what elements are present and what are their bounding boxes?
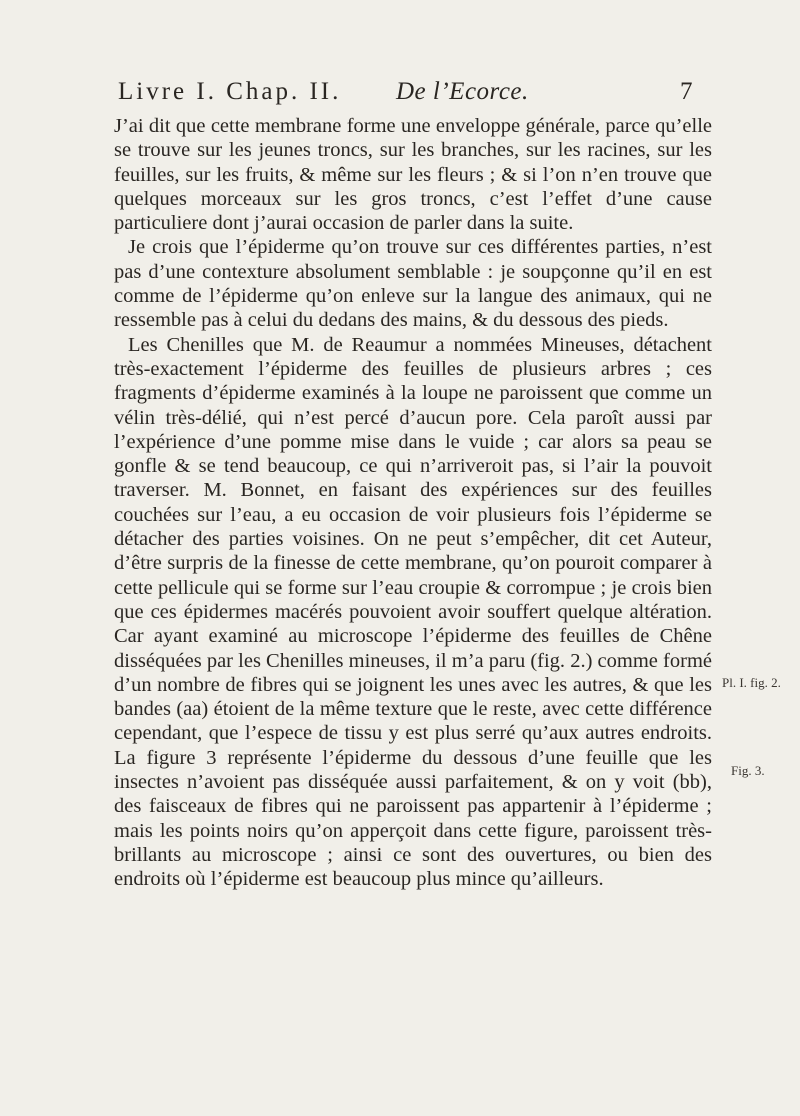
paragraph-3: Les Chenilles que M. de Reaumur a nommées Mineuses, détachent très-exactement l’épiderme des feuilles de plusieurs arbres ; ces fragments d’épiderme examinés à la loupe ne paroissent que comme un vélin très-délié, qui n’est percé d’aucun pore. Cela paroît aussi par l’expérience d’une pomme mise dans le vuide ; car alors sa peau se gonfle & se tend beaucoup, ce qui n’arriveroit pas, si l’air la pouvoit traverser. M. Bonnet, en faisant des expériences sur des feuilles couchées sur l’eau, a eu occasion de voir plusieurs fois l’épiderme se détacher des parties voisines. On ne peut s’empêcher, dit cet Auteur, d’être surpris de la finesse de cette membrane, qu’on pouroit comparer à cette pellicule qui se forme sur l’eau croupie & corrompue ; je crois bien que ces épidermes macérés pouvoient avoir souffert quelque altération. Car ayant examiné au microscope l’épiderme des feuilles de Chêne disséquées par les Chenilles mineuses, il m’a paru (fig. 2.) comme formé d’un nombre de fibres qui se joignent les unes avec les autres, & que les bandes (aa) étoient de la même texture que le reste, avec cette différence cependant, que l’espece de tissu y est plus serré qu’aux autres endroits. La figure 3 représente l’épiderme du dessous d’une feuille que les insectes n’avoient pas disséquée aussi parfaitement, & on y voit (bb), des faisceaux de fibres qui ne paroissent pas appartenir à l’épiderme ; mais les points noirs qu’on apperçoit dans cette figure, paroissent très-brillants au microscope ; ainsi ce sont des ouvertures, ou bien des endroits où l’épiderme est beaucoup plus mince qu’ailleurs.: [114, 333, 712, 891]
running-head-chapter: Livre I. Chap. II.: [118, 78, 342, 105]
paragraph-1: J’ai dit que cette membrane forme une enveloppe générale, parce qu’elle se trouve sur les jeunes troncs, sur les branches, sur les racines, sur les feuilles, sur les fruits, & même sur les fleurs ; & si l’on n’en trouve que quelques morceaux sur les gros troncs, c’est l’effet d’une cause particuliere dont j’aurai occasion de parler dans la suite.: [114, 115, 712, 235]
margin-note-fig-2: Pl. I. fig. 2.: [722, 675, 781, 690]
margin-note-fig-3: Fig. 3.: [731, 763, 765, 778]
body-text: [114, 114, 712, 892]
paragraph-2: Je crois que l’épiderme qu’on trouve sur ces différentes parties, n’est pas d’une contexture absolument semblable : je soupçonne qu’il en est comme de l’épiderme qu’on enleve sur la langue des animaux, qui ne ressemble pas à celui du dedans des mains, & du dessous des pieds.: [114, 236, 712, 332]
running-head-title: De l’Ecorce.: [396, 78, 529, 105]
running-head: [118, 70, 718, 110]
page-number: 7: [680, 78, 694, 105]
